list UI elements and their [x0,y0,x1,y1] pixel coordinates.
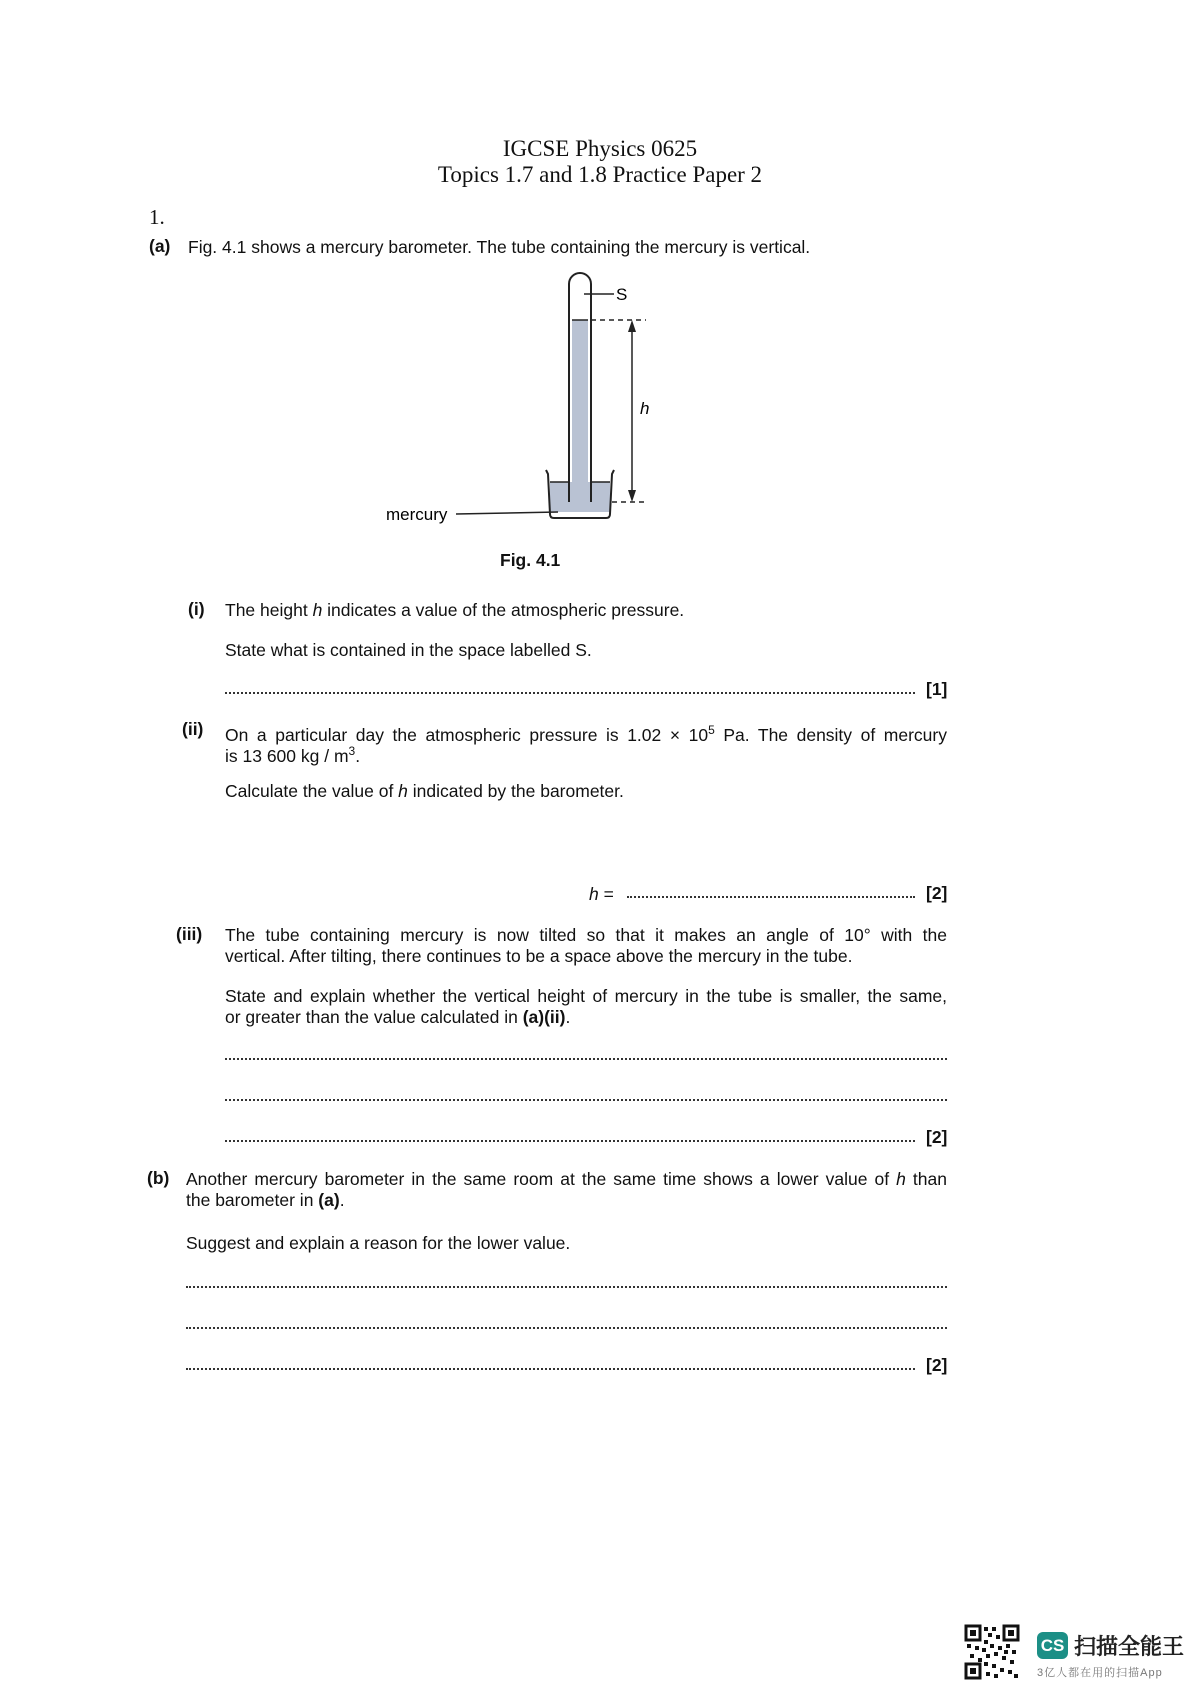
paper-title: IGCSE Physics 0625 [502,136,698,161]
part-a-i-text: The height h indicates a value of the atmospheric pressure. [225,600,685,620]
label-s: S [616,285,628,304]
mark-iii: [2] [926,1127,948,1147]
answer-line-iii-1[interactable] [225,1058,947,1060]
part-a-ii-label: (ii) [182,719,204,739]
mercury-column [572,320,588,502]
part-a-ii-line2: is 13 600 kg / $m^3$. [225,744,361,766]
part-b-line1: Another mercury barometer in the same room at the same time shows a lower value of h than [186,1169,947,1189]
qr-code-icon [964,1624,1020,1680]
paper-subtitle: Topics 1.7 and 1.8 Practice Paper 2 [437,162,763,187]
answer-line-ii[interactable] [627,896,915,898]
part-b-line2: the barometer in (a). [186,1190,345,1210]
answer-line-b-3[interactable] [186,1368,915,1370]
label-h: h [640,399,650,418]
barometer-figure [386,270,680,550]
part-a-ii-line1: On a particular day the atmospheric pressure is $1.02 \times 10^5$ Pa. The density of mercury [225,723,947,745]
part-a-label: (a) [149,236,171,256]
answer-line-iii-2[interactable] [225,1099,947,1101]
mark-i: [1] [926,679,948,699]
scanner-logo: CS [1037,1632,1068,1659]
dish-mercury [550,482,610,512]
answer-line-b-2[interactable] [186,1327,947,1329]
label-mercury: mercury [386,505,448,524]
scanner-tagline: 3亿人都在用的扫描App [1037,1667,1163,1679]
part-a-intro: Fig. 4.1 shows a mercury barometer. The tube containing the mercury is vertical. [188,237,811,257]
part-b-prompt: Suggest and explain a reason for the lower value. [186,1233,571,1253]
answer-line-i[interactable] [225,692,915,694]
part-a-ii-prompt: Calculate the value of h indicated by the barometer. [225,781,624,801]
part-a-iii-prompt-line1: State and explain whether the vertical height of mercury in the tube is smaller, the same, [225,986,947,1006]
mark-b: [2] [926,1355,948,1375]
mark-ii: [2] [926,883,948,903]
part-b-label: (b) [147,1168,170,1188]
part-a-iii-line1: The tube containing mercury is now tilted so that it makes an angle of 10° with the [225,925,947,945]
answer-line-b-1[interactable] [186,1286,947,1288]
part-a-i-label: (i) [188,599,205,619]
part-a-iii-line2: vertical. After tilting, there continues to be a space above the mercury in the tube. [225,946,853,966]
h-answer-label: h = [589,884,614,904]
part-a-iii-prompt-line2: or greater than the value calculated in (a)(ii). [225,1007,571,1027]
figure-caption: Fig. 4.1 [500,550,561,570]
part-a-iii-label: (iii) [176,924,203,944]
answer-line-iii-3[interactable] [225,1140,915,1142]
question-number: 1. [149,205,165,229]
scanner-brand: 扫描全能王 [1074,1634,1185,1659]
part-a-i-prompt: State what is contained in the space labelled S. [225,640,592,660]
